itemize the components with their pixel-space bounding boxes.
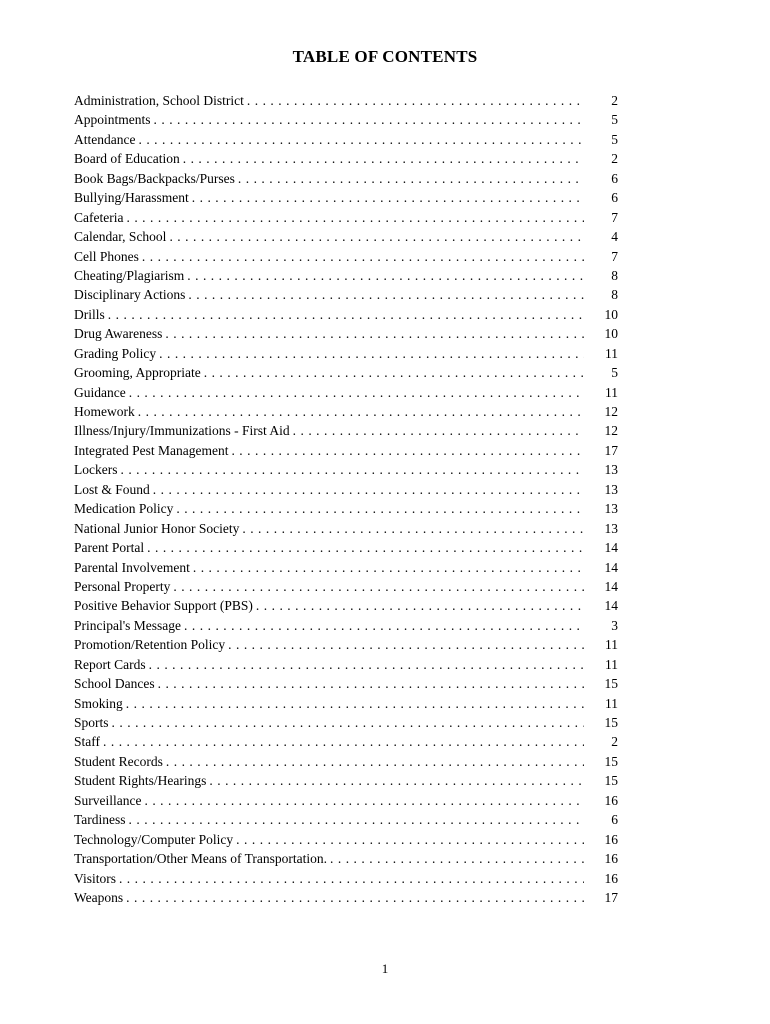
toc-entry-label: Personal Property [74, 577, 173, 596]
table-of-contents [74, 91, 618, 907]
toc-entry-page-number: 11 [605, 384, 618, 400]
toc-entry [74, 596, 618, 615]
toc-dot-leader [126, 208, 584, 227]
toc-entry-label: Sports [74, 713, 112, 732]
toc-entry [74, 324, 618, 343]
toc-entry-label: Homework [74, 402, 138, 421]
toc-dot-leader [138, 130, 584, 149]
toc-entry-page-number: 8 [611, 267, 618, 283]
toc-entry-label: Staff [74, 732, 103, 751]
toc-dot-leader [209, 771, 584, 790]
toc-entry [74, 130, 618, 149]
toc-dot-leader [138, 402, 584, 421]
toc-entry [74, 635, 618, 654]
toc-entry-page-number: 10 [604, 326, 618, 342]
toc-entry-label: Promotion/Retention Policy [74, 635, 228, 654]
toc-dot-leader [247, 91, 584, 110]
toc-entry [74, 227, 618, 246]
toc-entry [74, 460, 618, 479]
page-title: TABLE OF CONTENTS [292, 47, 478, 66]
toc-entry-page-number: 5 [611, 365, 618, 381]
toc-entry [74, 732, 618, 751]
toc-entry-label: Disciplinary Actions [74, 285, 188, 304]
toc-entry-label: Cell Phones [74, 247, 142, 266]
toc-entry-label: Smoking [74, 694, 126, 713]
toc-entry-label: Student Records [74, 752, 166, 771]
toc-entry-label: Attendance [74, 130, 138, 149]
toc-dot-leader [126, 888, 584, 907]
toc-dot-leader [120, 460, 584, 479]
toc-entry [74, 344, 618, 363]
toc-dot-leader [153, 480, 584, 499]
toc-entry [74, 499, 618, 518]
toc-entry [74, 577, 618, 596]
toc-entry-label: Parental Involvement [74, 558, 193, 577]
toc-dot-leader [165, 324, 584, 343]
toc-dot-leader [166, 752, 584, 771]
toc-entry-page-number: 15 [604, 715, 618, 730]
toc-dot-leader [228, 635, 584, 654]
toc-entry [74, 149, 618, 168]
toc-entry [74, 305, 618, 324]
toc-entry [74, 285, 618, 304]
toc-entry-label: Medication Policy [74, 499, 176, 518]
toc-dot-leader [154, 110, 585, 129]
toc-entry-label: Weapons [74, 888, 126, 907]
toc-entry [74, 558, 618, 577]
toc-entry-page-number: 7 [611, 209, 618, 225]
toc-entry [74, 266, 618, 285]
toc-entry [74, 830, 618, 849]
toc-entry-page-number: 14 [604, 540, 618, 556]
toc-entry-label: Lockers [74, 460, 120, 479]
toc-entry-label: Book Bags/Backpacks/Purses [74, 169, 238, 188]
toc-entry-label: Board of Education [74, 149, 183, 168]
toc-dot-leader [149, 655, 584, 674]
toc-entry [74, 169, 618, 188]
toc-entry-label: Transportation/Other Means of Transportation. [74, 849, 330, 868]
toc-entry-page-number: 10 [604, 306, 618, 322]
toc-entry-page-number: 11 [605, 345, 618, 361]
toc-entry-page-number: 5 [611, 112, 618, 128]
toc-entry [74, 616, 618, 635]
toc-entry-page-number: 16 [604, 831, 618, 847]
toc-entry-page-number: 7 [611, 248, 618, 264]
toc-dot-leader [188, 285, 584, 304]
toc-dot-leader [173, 577, 584, 596]
toc-dot-leader [108, 305, 584, 324]
toc-entry-label: Calendar, School [74, 227, 169, 246]
toc-entry-label: Student Rights/Hearings [74, 771, 209, 790]
toc-entry-page-number: 15 [604, 676, 618, 692]
toc-dot-leader [192, 188, 584, 207]
toc-entry-label: Drug Awareness [74, 324, 165, 343]
toc-entry-label: Report Cards [74, 655, 149, 674]
toc-entry [74, 91, 618, 110]
toc-entry [74, 849, 618, 868]
toc-entry [74, 791, 618, 810]
toc-entry-label: Grooming, Appropriate [74, 363, 204, 382]
toc-entry-page-number: 3 [611, 617, 618, 633]
toc-dot-leader [236, 830, 584, 849]
toc-entry-label: School Dances [74, 674, 158, 693]
toc-entry-page-number: 8 [611, 287, 618, 303]
toc-dot-leader [129, 383, 584, 402]
toc-dot-leader [330, 849, 584, 868]
toc-entry-page-number: 13 [604, 481, 618, 497]
toc-dot-leader [126, 694, 584, 713]
toc-entry [74, 694, 618, 713]
toc-entry-page-number: 13 [604, 501, 618, 517]
toc-entry [74, 208, 618, 227]
toc-entry [74, 188, 618, 207]
toc-entry-label: Visitors [74, 869, 119, 888]
toc-dot-leader [256, 596, 584, 615]
toc-entry-page-number: 15 [604, 753, 618, 769]
toc-entry-page-number: 16 [604, 792, 618, 808]
toc-entry-page-number: 11 [605, 695, 618, 711]
toc-entry-label: Surveillance [74, 791, 144, 810]
toc-entry-page-number: 4 [611, 229, 618, 245]
toc-entry-label: Drills [74, 305, 108, 324]
toc-entry [74, 402, 618, 421]
toc-dot-leader [193, 558, 584, 577]
toc-entry-label: National Junior Honor Society [74, 519, 242, 538]
toc-entry-label: Grading Policy [74, 344, 159, 363]
toc-dot-leader [103, 732, 584, 751]
toc-entry-label: Administration, School District [74, 91, 247, 110]
toc-entry-page-number: 16 [604, 851, 618, 867]
toc-entry [74, 810, 618, 829]
toc-dot-leader [147, 538, 584, 557]
toc-entry-page-number: 2 [611, 93, 618, 108]
toc-entry-label: Appointments [74, 110, 154, 129]
toc-dot-leader [119, 869, 584, 888]
toc-dot-leader [183, 149, 584, 168]
toc-dot-leader [129, 810, 584, 829]
toc-entry [74, 674, 618, 693]
toc-entry [74, 480, 618, 499]
toc-entry-page-number: 17 [604, 442, 618, 458]
toc-entry-page-number: 14 [604, 559, 618, 575]
toc-entry-page-number: 11 [605, 637, 618, 653]
toc-entry-page-number: 2 [611, 151, 618, 167]
toc-dot-leader [142, 247, 584, 266]
toc-entry-page-number: 13 [604, 520, 618, 536]
toc-dot-leader [204, 363, 584, 382]
page-number: 1 [381, 961, 389, 976]
toc-entry [74, 888, 618, 907]
toc-dot-leader [176, 499, 584, 518]
toc-entry-page-number: 14 [604, 578, 618, 594]
toc-entry-page-number: 16 [604, 870, 618, 886]
toc-dot-leader [293, 421, 584, 440]
toc-entry [74, 655, 618, 674]
toc-entry-page-number: 15 [604, 773, 618, 789]
toc-entry-page-number: 6 [611, 812, 618, 828]
toc-entry-label: Bullying/Harassment [74, 188, 192, 207]
toc-dot-leader [184, 616, 584, 635]
toc-entry-page-number: 5 [611, 131, 618, 147]
toc-entry-page-number: 12 [604, 404, 618, 419]
toc-entry [74, 363, 618, 382]
toc-entry-page-number: 13 [604, 462, 618, 478]
toc-entry [74, 110, 618, 129]
toc-entry-label: Guidance [74, 383, 129, 402]
toc-entry-label: Principal's Message [74, 616, 184, 635]
toc-entry-label: Illness/Injury/Immunizations - First Aid [74, 421, 293, 440]
toc-dot-leader [159, 344, 584, 363]
toc-entry [74, 247, 618, 266]
toc-dot-leader [144, 791, 584, 810]
toc-entry [74, 538, 618, 557]
toc-entry [74, 869, 618, 888]
toc-entry-label: Parent Portal [74, 538, 147, 557]
toc-entry [74, 383, 618, 402]
toc-entry-label: Positive Behavior Support (PBS) [74, 596, 256, 615]
toc-entry [74, 771, 618, 790]
toc-dot-leader [187, 266, 584, 285]
toc-entry-label: Cafeteria [74, 208, 126, 227]
toc-dot-leader [112, 713, 584, 732]
toc-entry-label: Lost & Found [74, 480, 153, 499]
toc-entry-label: Tardiness [74, 810, 129, 829]
toc-entry-label: Integrated Pest Management [74, 441, 231, 460]
toc-dot-leader [231, 441, 584, 460]
toc-entry-page-number: 2 [611, 734, 618, 750]
toc-entry-page-number: 11 [605, 656, 618, 672]
toc-entry [74, 713, 618, 732]
toc-entry-label: Cheating/Plagiarism [74, 266, 187, 285]
toc-entry-page-number: 14 [604, 598, 618, 614]
toc-entry-page-number: 12 [604, 423, 618, 439]
toc-entry [74, 421, 618, 440]
toc-entry-page-number: 6 [611, 190, 618, 206]
toc-dot-leader [238, 169, 584, 188]
toc-entry [74, 519, 618, 538]
toc-dot-leader [242, 519, 584, 538]
toc-entry-page-number: 17 [604, 889, 618, 905]
toc-entry-page-number: 6 [611, 170, 618, 186]
toc-dot-leader [169, 227, 584, 246]
toc-dot-leader [158, 674, 584, 693]
toc-entry-label: Technology/Computer Policy [74, 830, 236, 849]
toc-entry [74, 441, 618, 460]
toc-entry [74, 752, 618, 771]
